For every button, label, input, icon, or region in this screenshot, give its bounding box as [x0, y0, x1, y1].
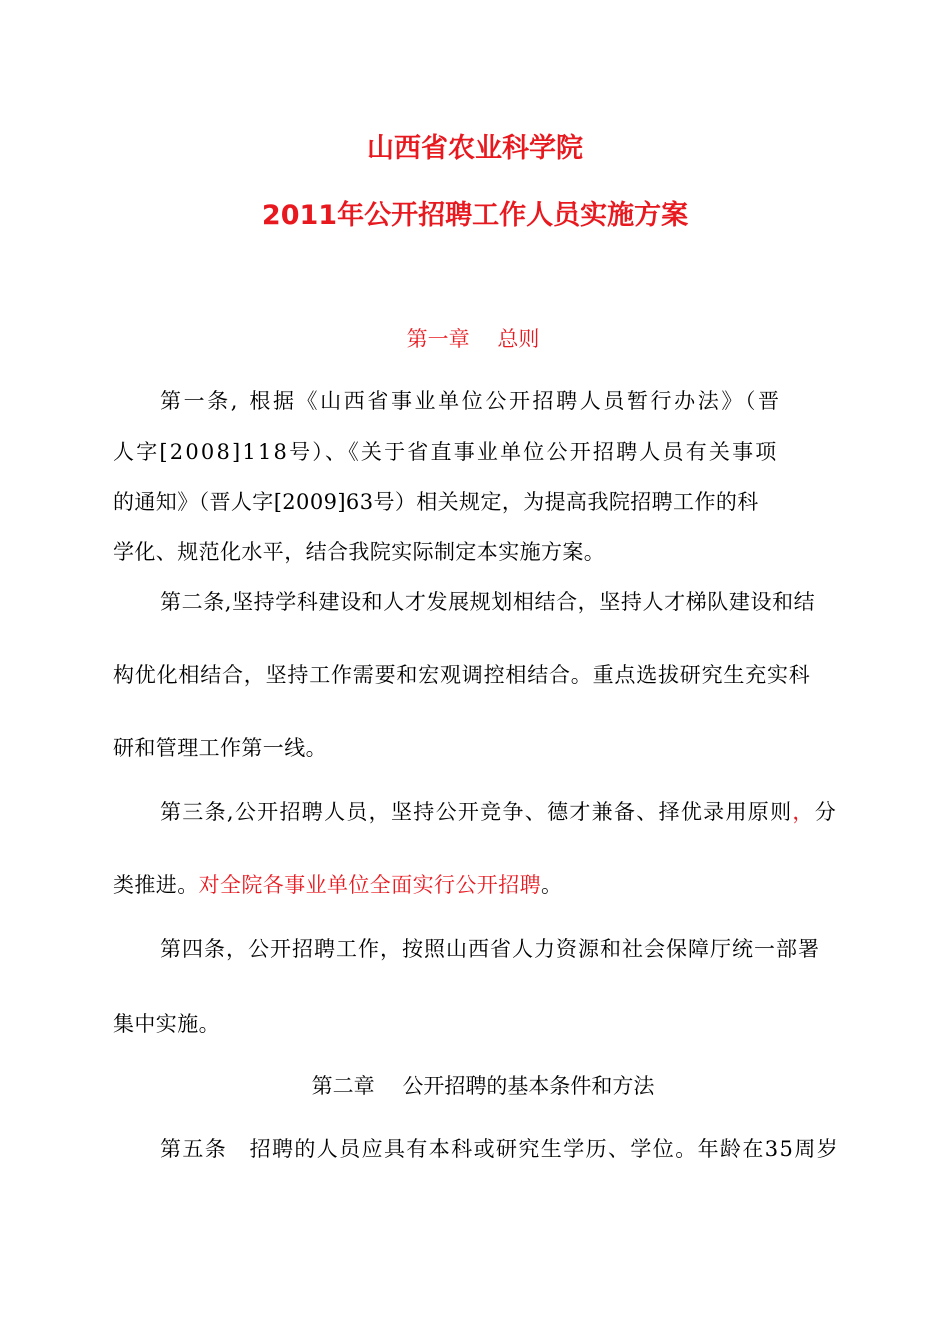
article-3-highlight: 对全院各事业单位全面实行公开招聘 [198, 873, 542, 897]
article-3-line-2-end: 。 [541, 873, 563, 897]
article-2-line-2: 构优化相结合，坚持工作需要和宏观调控相结合。重点选拔研究生充实科 [113, 663, 811, 687]
chapter-1-heading: 第一章 总则 [406, 327, 540, 351]
article-3-line-1-text: 第三条,公开招聘人员，坚持公开竞争、德才兼备、择优录用原则 [160, 800, 793, 824]
article-1-line-1: 第一条, 根据《山西省事业单位公开招聘人员暂行办法》（晋 [160, 389, 782, 413]
article-5-line-1: 第五条 招聘的人员应具有本科或研究生学历、学位。年龄在35周岁 [160, 1137, 840, 1161]
article-3-red-comma: ， [792, 800, 815, 824]
article-3-line-2-text: 类推进。 [113, 873, 199, 897]
article-1-line-3: 的通知》（晋人字[2009]63号）相关规定，为提高我院招聘工作的科 [113, 490, 759, 514]
article-3-line-2 [113, 870, 562, 900]
article-4-line-1: 第四条，公开招聘工作，按照山西省人力资源和社会保障厅统一部署 [160, 937, 820, 961]
title-line-2: 2011年公开招聘工作人员实施方案 [261, 200, 689, 231]
article-2-line-3: 研和管理工作第一线。 [113, 736, 327, 760]
chapter-2-heading: 第二章 公开招聘的基本条件和方法 [311, 1074, 655, 1098]
article-4-line-2: 集中实施。 [113, 1012, 220, 1036]
article-3-line-1 [160, 797, 837, 827]
article-3-line-1-end: 分 [814, 800, 837, 824]
article-1-line-2: 人字[2008]118号）、《关于省直事业单位公开招聘人员有关事项 [113, 440, 779, 464]
title-line-1: 山西省农业科学院 [367, 133, 583, 164]
article-1-line-4: 学化、规范化水平，结合我院实际制定本实施方案。 [113, 540, 606, 564]
article-2-line-1: 第二条,坚持学科建设和人才发展规划相结合，坚持人才梯队建设和结 [160, 590, 816, 614]
